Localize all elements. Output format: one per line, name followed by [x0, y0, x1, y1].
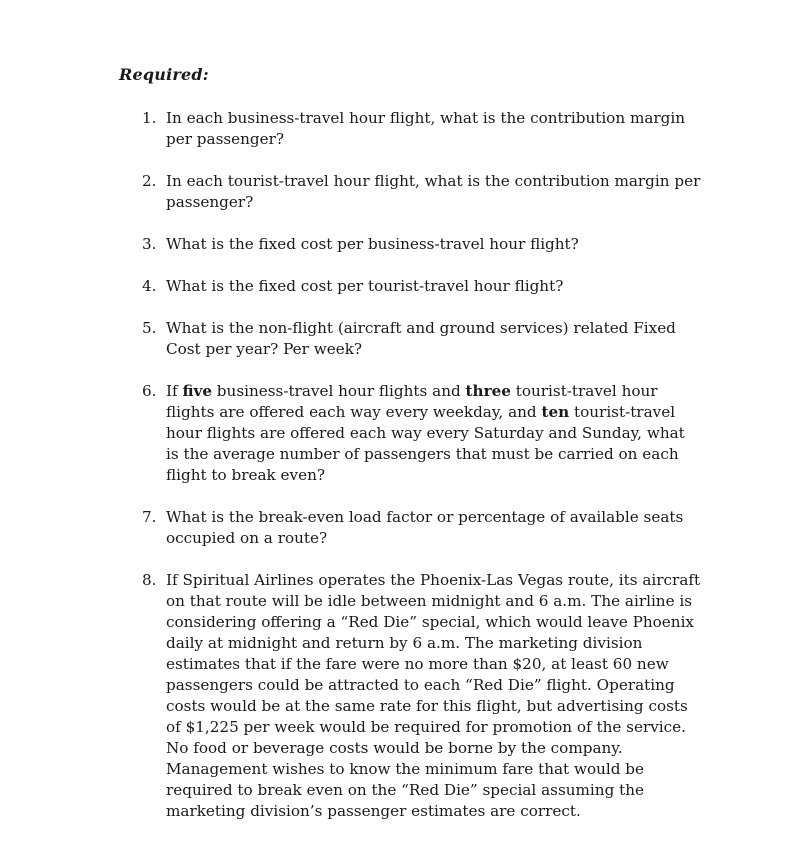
required-heading: Required: — [119, 65, 209, 84]
question-number: 1. — [142, 109, 157, 127]
question-item-8 — [142, 570, 702, 822]
question-text-part: tourist-travel hour flights are offered each way every Saturday and Sunday, what is the average number of passengers that must be carried on each flight to break even? — [166, 403, 685, 484]
question-text — [166, 381, 702, 486]
question-text: What is the break-even load factor or percentage of available seats occupied on a route? — [166, 508, 684, 547]
question-number: 6. — [142, 382, 157, 400]
emphasis-three: three — [465, 382, 511, 400]
question-number: 5. — [142, 319, 157, 337]
question-item-4 — [142, 276, 702, 297]
question-text-part: business-travel hour flights and — [211, 382, 466, 400]
question-text: What is the non-flight (aircraft and ground services) related Fixed Cost per year? Per week? — [166, 319, 676, 358]
question-text: In each business-travel hour flight, what is the contribution margin per passenger? — [166, 109, 686, 148]
emphasis-five: five — [182, 382, 212, 400]
question-number: 2. — [142, 172, 157, 190]
question-text: What is the fixed cost per business-travel hour flight? — [166, 235, 579, 253]
question-number: 8. — [142, 571, 157, 589]
question-item-3 — [142, 234, 702, 255]
question-text: In each tourist-travel hour flight, what is the contribution margin per passenger? — [166, 172, 701, 211]
question-text-part: tourist-travel hour flights are offered each way every weekday, and — [166, 382, 658, 421]
question-item-2 — [142, 171, 702, 213]
question-list — [142, 108, 702, 843]
question-text: If Spiritual Airlines operates the Phoenix-Las Vegas route, its aircraft on that route will be idle between midnight and 6 a.m. The airline is considering offering a “Red Die” special, which would leave Phoenix daily at midnight and return by 6 a.m. The marketing division estimates that if the fare were no more than $20, at least 60 new passengers could be attracted to each “Red Die” flight. Operating costs would be at the same rate for this flight, but advertising costs of $1,225 per week would be required for promotion of the service. No food or beverage costs would be borne by the company. Management wishes to know the minimum fare that would be required to break even on the “Red Die” special assuming the marketing division’s passenger estimates are correct. — [166, 571, 701, 820]
question-item-5 — [142, 318, 702, 360]
emphasis-ten: ten — [541, 403, 570, 421]
question-item-7 — [142, 507, 702, 549]
question-text-part: If — [166, 382, 183, 400]
question-item-6 — [142, 381, 702, 486]
question-number: 3. — [142, 235, 157, 253]
question-item-1 — [142, 108, 702, 150]
question-number: 4. — [142, 277, 157, 295]
question-text: What is the fixed cost per tourist-travel hour flight? — [166, 277, 564, 295]
question-number: 7. — [142, 508, 157, 526]
